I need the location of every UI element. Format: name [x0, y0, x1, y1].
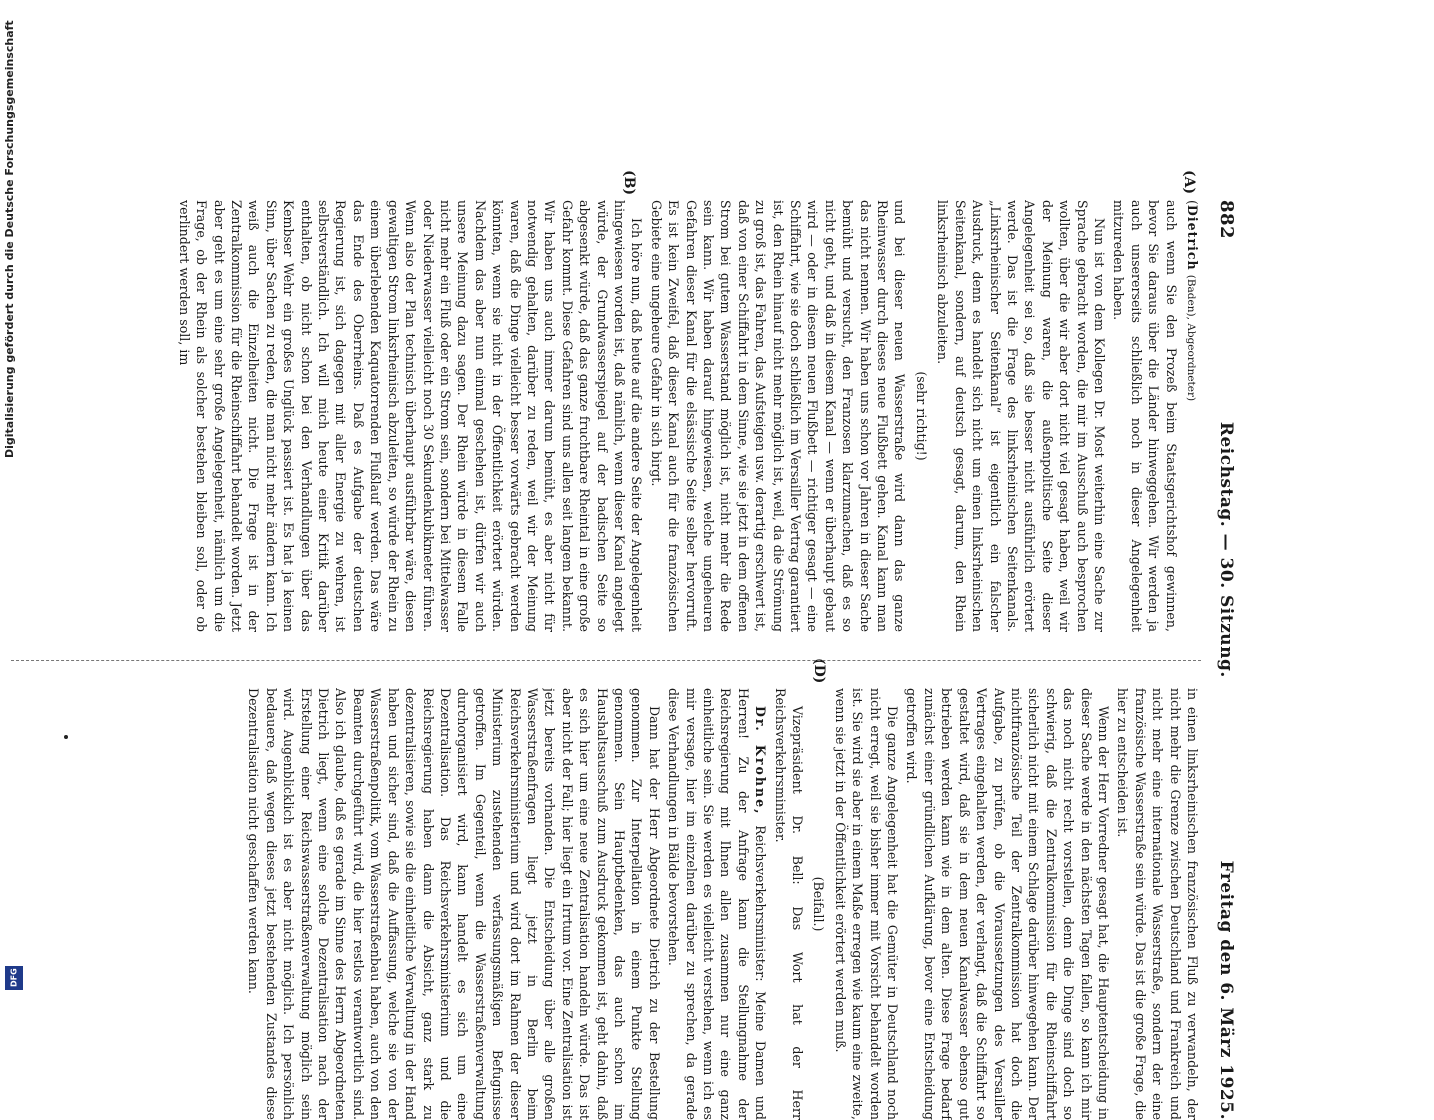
- document-sheet: [0, 170, 1237, 1120]
- speaker-line: (Dietrich (Baden), Abgeordneter): [1185, 200, 1200, 402]
- dfg-logo: DFG: [5, 966, 23, 990]
- paragraph: und bei dieser neuen Wasserstraße wird dann das ganze Rheinwasser durch dieses neue Flußbett gehen. Kanal kann man das nicht nennen. Wir haben uns schon vor Jahren in dieser Sache bemüht und versucht, den Franzosen klarzumachen, daß es so nicht geht, und daß in diesem Kanal — wenn er überhaupt gebaut wird — oder in diesem neuen Flußbett — richtiger gesagt — eine Schiffahrt, wie sie doch schließlich im Versailler Vertrag garantiert ist, den Rhein hinauf nicht mehr möglich ist, weil, da die Strömung zu groß ist, das Fahren, das Aufsteigen usw. derartig erschwert ist, daß von einer Schiffahrt in dem Sinne, wie sie jetzt in dem offenen Strom bei gutem Wasserstand möglich ist, nicht mehr die Rede sein kann. Wir haben darauf hingewiesen, welche ungeheuren Gefahren dieser Kanal für die elsässische Seite selber hervorruft. Es ist kein Zweifel, daß dieser Kanal auch für die französischen Gebiete eine ungeheure Gefahr in sich birgt.: [648, 200, 908, 632]
- speaker-affiliation: (Baden), Abgeordneter): [1185, 274, 1197, 402]
- speaker2-title: Reichsverkehrsminister:: [753, 825, 769, 982]
- paragraph: Nun ist von dem Kollegen Dr. Most weiterhin eine Sache zur Sprache gebracht worden, die mir im Ausschuß auch besprochen wollten, über die wir aber dort nicht viel gesagt haben, weil wir der Meinung waren, die außenpolitische Seite dieser Angelegenheit sei so, daß sie besser nicht ausführlich erörtert werde. Das ist die Frage des linksrheinischen Seitenkanals. „Linksrheinischer Seitenkanal“ ist eigentlich ein falscher Ausdruck, denn es handelt sich nicht um einen linksrheinischen Seitenkanal, sondern, auf deutsch gesagt, darum, den Rhein linksrheinisch abzuleiten.: [935, 200, 1107, 632]
- speaker2-name: Dr. Krohne,: [753, 706, 769, 816]
- speaker-name: Dietrich: [1185, 204, 1200, 271]
- header-title: Reichstag. — 30. Sitzung.: [1216, 421, 1236, 678]
- interjection: (Beifall.): [811, 876, 827, 932]
- paragraph: auch wenn Sie den Prozeß beim Staatsgerichtshof gewinnen, bevor Sie daraus über die Länder hinweggehen. Wir werden ja auch unsererseits schließlich noch in dieser Angelegenheit mitzureden haben.: [1111, 200, 1179, 632]
- funding-credit: Digitalisierung gefördert durch die Deutsche Forschungsgemeinschaft: [3, 20, 16, 458]
- paragraph: in einen linksrheinischen französischen Fluß zu verwandeln, der nicht mehr die Grenze zwischen Deutschland und Frankreich und nicht mehr eine internationale Wasserstraße, sondern der eine französische Wasserstraße sein würde. Das ist die große Frage, die hier zu entscheiden ist.: [1115, 688, 1200, 1120]
- digitization-footer: [3, 0, 25, 1000]
- paragraph: Ich höre nun, daß heute auf die andere Seite der Angelegenheit hingewiesen worden ist, daß nämlich, wenn dieser Kanal angelegt würde, der Grundwasserspiegel auf der badischen Seite so abgesenkt würde, daß das ganze fruchtbare Rheintal in eine große Gefahr kommt. Diese Gefahren sind uns allen seit langem bekannt. Wir haben uns auch immer darum bemüht, es aber nicht für notwendig gehalten, darüber zu reden, weil wir der Meinung waren, daß die Dinge vielleicht besser vorwärts gebracht werden könnten, wenn sie nicht in der Öffentlichkeit erörtert würden. Nachdem das aber nun einmal geschehen ist, dürfen wir auch unsere Meinung dazu sagen. Der Rhein würde in diesem Falle nicht mehr ein Fluß oder ein Strom sein, sondern bei Mittelwasser oder Niederwasser vielleicht noch 30 Sekundenkubikmeter führen. Wenn also der Plan technisch überhaupt ausführbar wäre, diesen gewaltigen Strom linksrheinisch abzuleiten, so würde der Rhein zu einem überlebenden Kaquatorrenden Flußlauf werden. Das wäre das Ende des Oberrheins. Daß es Aufgabe der deutschen Regierung ist, sich dagegen mit aller Energie zu wehren, ist selbstverständlich. Ich will mich heute einer Kritik darüber enthalten, ob nicht schon bei den Verhandlungen über das Kembser Wehr ein großes Unglück passiert ist. Es hat ja keinen Sinn, über Sachen zu reden, die man nicht mehr ändern kann. Ich weiß auch die Einzelheiten nicht. Die Frage ist in der Zentralkommission für die Rheinschiffahrt behandelt worden. Jetzt aber geht es um eine sehr große Angelegenheit, nämlich um die Frage, ob der Rhein als solcher bestehen bleiben soll, oder ob verlindert werden soll, im: [176, 200, 645, 632]
- page-header: [1211, 200, 1237, 1120]
- speaker2-line: [665, 688, 769, 1120]
- paragraph: Dann hat der Herr Abgeordnete Dietrich zu der Bestellung genommen. Zur Interpellation in einem Punkte Stellung genommen. Sein Hauptbedenken, das auch schon im Haushaltsausschuß zum Ausdruck gekommen ist, geht dahin, daß es sich hier um eine neue Zentralisation handeln würde. Das ist aber nicht der Fall; hier liegt ein Irrtum vor. Eine Zentralisation ist jetzt bereits vorhanden. Die Entscheidung über alle großen Wasserstraßenfragen liegt jetzt in Berlin beim Reichsverkehrsministerium und wird dort im Rahmen der dieser Ministerium zustehenden verfassungsmäßigen Befugnisse getroffen. Im Gegenteil, wenn die Wasserstraßenverwaltung durchorganisiert wird, kann handelt es sich um eine Dezentralisation. Das Reichsverkehrsministerium und die Reichsregierung haben dann die Absicht, ganz stark zu dezentralisieren, sowie sie die einheitliche Verwaltung in der Hand haben und sicher sind, daß die Auffassung, welche sie von der Wasserstraßenpolitik, vom Wasserstraßenbau haben, auch von den Beamten durchgeführt wird, die hier restlos verantwortlich sind. Also ich glaube, daß es gerade im Sinne des Herrn Abgeordneten Dietrich liegt, wenn eine solche Dezentralisation nach der Erstellung einer Reichswasserstraßenverwaltung möglich sein wird. Augenblicklich ist es aber nicht möglich. Ich persönlich bedauere, daß wegen dieses jetzt bestehenden Zustandes diese Dezentralisation nicht geschaffen werden kann.: [246, 688, 662, 1120]
- paragraph: Wenn der Herr Vorredner gesagt hat, die Hauptentscheidung in dieser Sache werde in den nächsten Tagen fallen, so kann ich mir das noch nicht recht vorstellen, denn die Dinge sind doch so schwierig, daß die Zentralkommission für die Rheinschiffahrt sicherlich nicht mit einem Schlage darüber hinwegehen kann. Der nichtfranzösische Teil der Zentralkommission hat doch die Aufgabe, zu prüfen, ob die Voraussetzungen des Versailler Vertrages eingehalten werden, der verlangt, daß die Schiffahrt so gestaltet wird, daß sie in dem neuen Kanalwasser ebenso gut betrieben werden kann wie in dem alten. Diese Frage bedarf zunächst einer gründlichen Aufklärung, bevor eine Entscheidung getroffen wird.: [904, 688, 1111, 1120]
- margin-marker-a: (A): [1181, 170, 1197, 195]
- left-column: [1, 200, 1201, 632]
- page-number: 882: [1216, 200, 1237, 240]
- ink-speck: [64, 735, 68, 739]
- president-line: Vizepräsident Dr. Bell: Das Wort hat der Herr Reichsverkehrsminister.: [772, 688, 806, 1120]
- paragraph: Die ganze Angelegenheit hat die Gemüter in Deutschland noch nicht erregt, weil sie bisher immer mit Vorsicht behandelt worden ist. Sie wird sie aber in einem Maße erregen wie kaum eine zweite, wenn sie jetzt in der Öffentlichkeit erörtert werden muß.: [832, 688, 901, 1120]
- margin-marker-b: (B): [621, 170, 637, 196]
- column-divider: [11, 660, 1201, 661]
- speaker2-text: Meine Damen und Herren! Zu der Anfrage kann die Stellungnahme der Reichsregierung mit Ihnen allen zusammen nur eine ganz einheitliche sein. Sie werden es vielleicht verstehen, wenn ich es mir versage, hier im einzelnen darüber zu sprechen, da gerade diese Verhandlungen in Bälde bevorstehen.: [666, 688, 769, 1120]
- interjection: (sehr richtig!): [913, 371, 929, 461]
- header-date: Freitag den 6. März 1925.: [1216, 860, 1236, 1120]
- margin-marker-d: (D): [811, 658, 827, 684]
- right-column: [1, 688, 1201, 1120]
